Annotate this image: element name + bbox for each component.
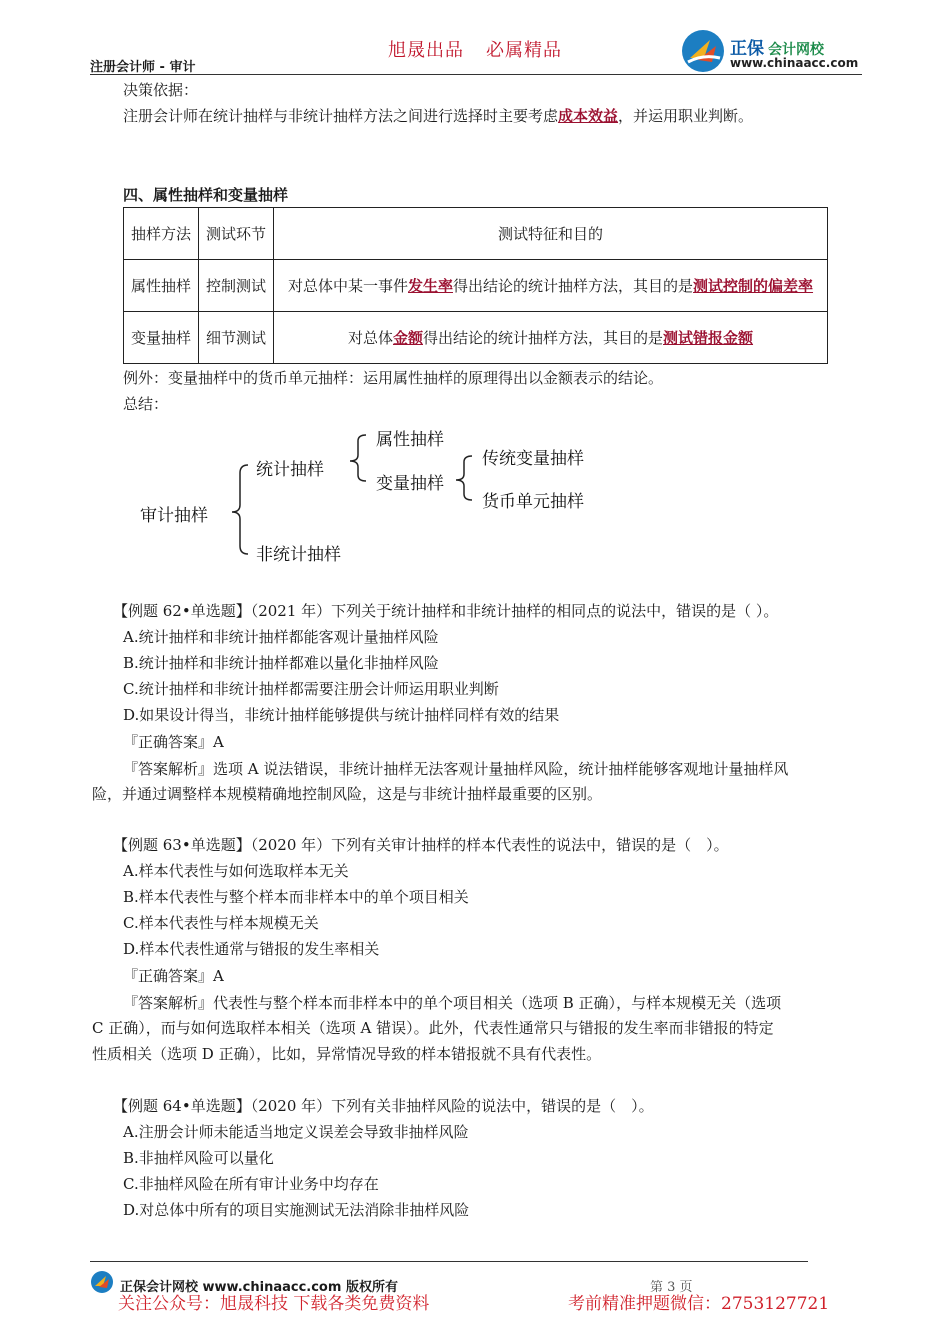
question-option: D.如果设计得当，非统计抽样能够提供与统计抽样同样有效的结果 — [123, 706, 560, 724]
question-option: C.统计抽样和非统计抽样都需要注册会计师运用职业判断 — [123, 680, 499, 698]
question-title: 【例题 64•单选题】（2020 年）下列有关非抽样风险的说法中，错误的是（ ）。 — [113, 1097, 654, 1115]
course-title: 注册会计师 - 审计 — [90, 60, 196, 75]
question-title: 【例题 62•单选题】（2021 年）下列关于统计抽样和非统计抽样的相同点的说法中，错误的是（ ）。 — [113, 602, 779, 620]
tree-root: 审计抽样 — [140, 506, 208, 526]
answer-analysis-line: 性质相关（选项 D 正确），比如，异常情况导致的样本错报就不具有代表性。 — [92, 1045, 602, 1063]
logo-url: www.chinaacc.com — [730, 56, 859, 70]
purpose-highlight-1: 发生率 — [407, 276, 453, 295]
brand-sub: 会计网校 — [768, 42, 824, 58]
summary-label: 总结： — [123, 395, 169, 413]
basis-text-post: ，并运用职业判断。 — [618, 107, 754, 125]
tree-monetary: 货币单元抽样 — [482, 492, 584, 512]
footer-copyright: 正保会计网校 www.chinaacc.com 版权所有 — [120, 1280, 398, 1295]
footer-divider — [90, 1261, 808, 1262]
tree-non-statistical: 非统计抽样 — [256, 545, 341, 565]
answer-analysis-line: C 正确），而与如何选取样本相关（选项 A 错误）。此外，代表性通常只与错报的发生率而非错报的特定 — [92, 1019, 774, 1037]
slogan-part-2: 必属精品 — [486, 40, 562, 61]
question-option: A.注册会计师未能适当地定义误差会导致非抽样风险 — [123, 1123, 469, 1141]
exception-note: 例外：变量抽样中的货币单元抽样：运用属性抽样的原理得出以金额表示的结论。 — [123, 369, 664, 387]
purpose-mid: 得出结论的统计抽样方法，其目的是 — [423, 328, 664, 347]
question-option: B.统计抽样和非统计抽样都难以量化非抽样风险 — [123, 654, 439, 672]
question-title: 【例题 63•单选题】（2020 年）下列有关审计抽样的样本代表性的说法中，错误的是（ ）。 — [113, 836, 729, 854]
footer-promo-left: 关注公众号：旭晟科技 下载各类免费资料 — [118, 1294, 430, 1314]
variable-bracket — [456, 456, 472, 500]
answer-analysis-line: 『答案解析』代表性与整个样本而非样本中的单个项目相关（选项 B 正确），与样本规模无关（选项 — [123, 994, 782, 1012]
question-option: D.对总体中所有的项目实施测试无法消除非抽样风险 — [123, 1201, 470, 1219]
answer-analysis-line: 『答案解析』选项 A 说法错误，非统计抽样无法客观计量抽样风险，统计抽样能够客观地计量抽样风 — [123, 760, 789, 778]
correct-answer: 『正确答案』A — [123, 733, 224, 751]
answer-analysis-line: 险，并通过调整样本规模精确地控制风险，这是与非统计抽样最重要的区别。 — [92, 785, 603, 803]
slogan-part-1: 旭晟出品 — [388, 40, 464, 61]
question-option: B.非抽样风险可以量化 — [123, 1149, 274, 1167]
row-phase: 控制测试 — [199, 260, 274, 312]
tree-variable: 变量抽样 — [376, 474, 444, 494]
header-method: 抽样方法 — [124, 208, 199, 260]
row-phase: 细节测试 — [199, 312, 274, 364]
page-number: 第 3 页 — [650, 1280, 693, 1295]
tree-statistical: 统计抽样 — [256, 460, 324, 480]
purpose-pre: 对总体 — [347, 328, 393, 347]
basis-highlight: 成本效益 — [558, 107, 619, 125]
header-purpose: 测试特征和目的 — [274, 208, 828, 260]
row-method: 属性抽样 — [124, 260, 199, 312]
tree-attribute: 属性抽样 — [376, 430, 444, 450]
basis-text-pre: 注册会计师在统计抽样与非统计抽样方法之间进行选择时主要考虑 — [123, 107, 559, 125]
header-phase: 测试环节 — [199, 208, 274, 260]
tree-traditional: 传统变量抽样 — [482, 449, 584, 469]
question-option: C.非抽样风险在所有审计业务中均存在 — [123, 1175, 379, 1193]
purpose-mid: 得出结论的统计抽样方法，其目的是 — [453, 276, 694, 295]
statistical-bracket — [350, 435, 366, 481]
footer-logo-icon — [90, 1270, 114, 1294]
question-option: D.样本代表性通常与错报的发生率相关 — [123, 940, 380, 958]
question-option: B.样本代表性与整个样本而非样本中的单个项目相关 — [123, 888, 469, 906]
purpose-highlight-1: 金额 — [392, 328, 423, 347]
purpose-pre: 对总体中某一事件 — [287, 276, 408, 295]
purpose-highlight-2: 测试错报金额 — [663, 328, 754, 347]
footer-promo-right: 考前精准押题微信：2753127721 — [568, 1294, 830, 1314]
brand-name: 正保 — [730, 39, 764, 59]
purpose-highlight-2: 测试控制的偏差率 — [693, 276, 814, 295]
question-option: C.样本代表性与样本规模无关 — [123, 914, 319, 932]
question-option: A.样本代表性与如何选取样本无关 — [123, 862, 349, 880]
decision-basis-label: 决策依据： — [123, 81, 199, 99]
row-method: 变量抽样 — [124, 312, 199, 364]
correct-answer: 『正确答案』A — [123, 967, 224, 985]
root-bracket — [232, 465, 248, 554]
question-option: A.统计抽样和非统计抽样都能客观计量抽样风险 — [123, 628, 439, 646]
section-title: 四、属性抽样和变量抽样 — [123, 186, 289, 204]
